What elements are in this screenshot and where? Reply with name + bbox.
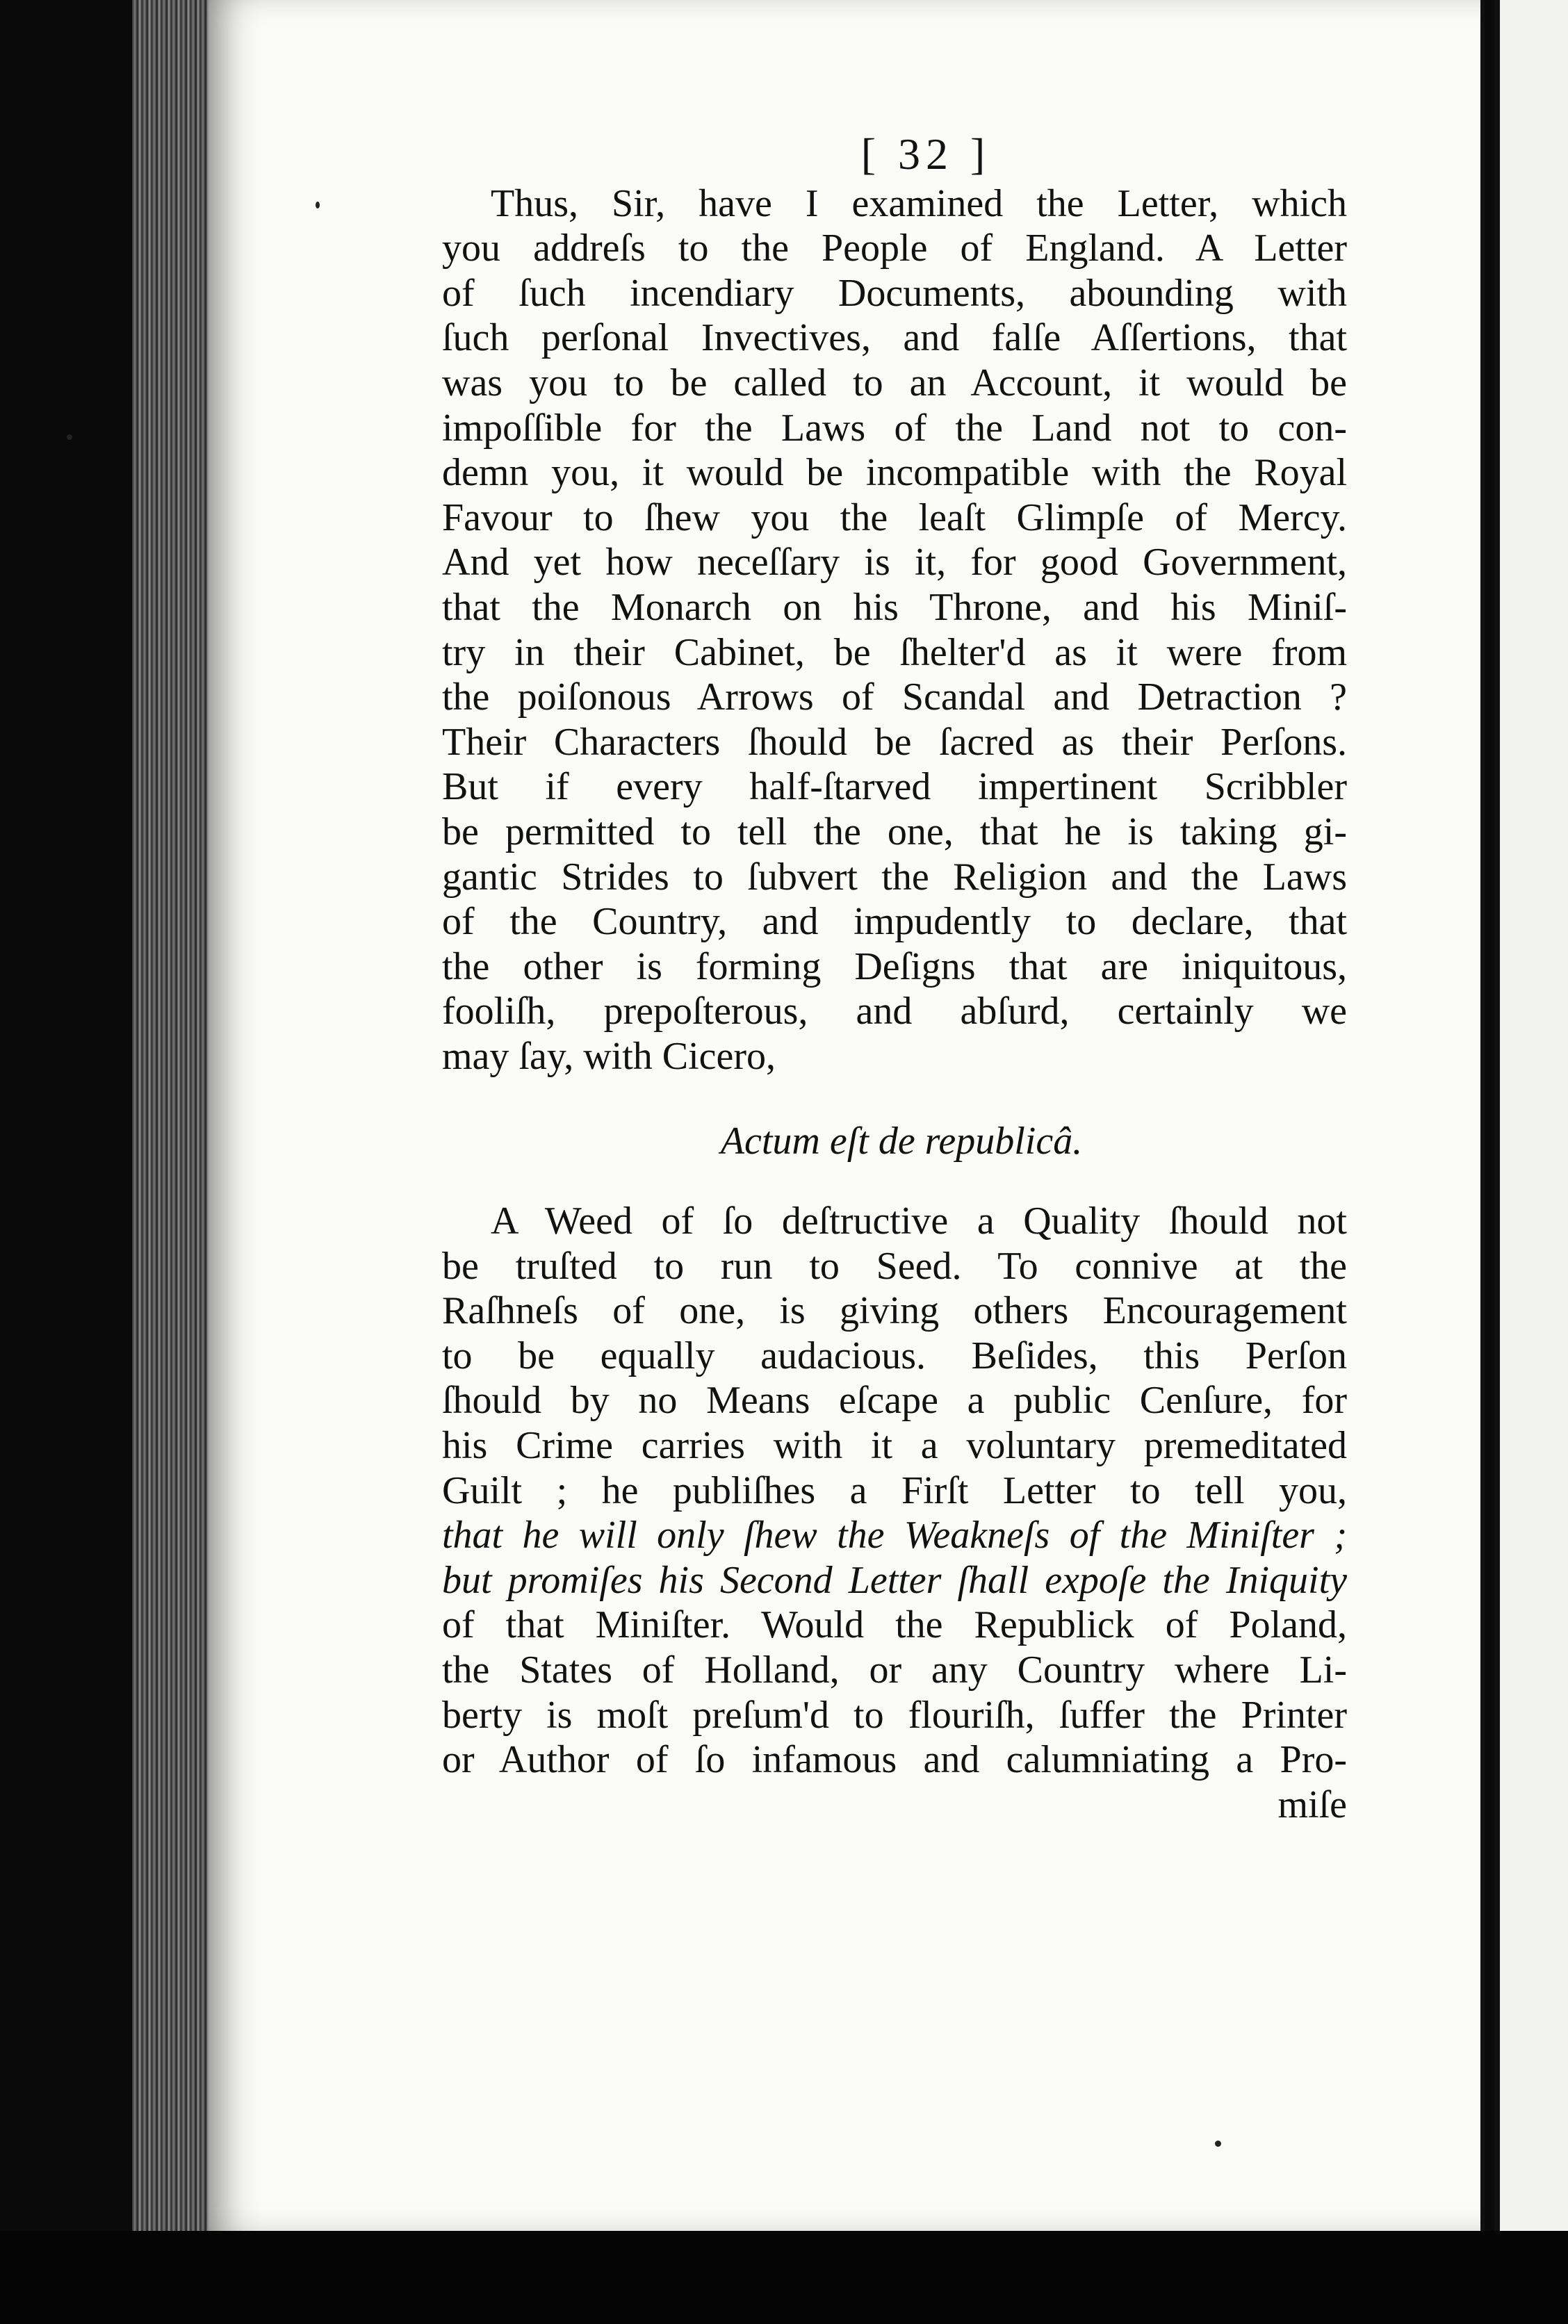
text-line: Raſhneſs of one, is giving others Encouragement xyxy=(442,1289,1347,1333)
text-line: that he will only ſhew the Weakneſs of the Miniſter ; xyxy=(442,1514,1347,1557)
page-text xyxy=(442,129,1347,1827)
scan-border-bottom xyxy=(0,2231,1568,2324)
catchword: miſe xyxy=(1277,1783,1347,1826)
text-line: Guilt ; he publiſhes a Firſt Letter to tell you, xyxy=(442,1468,1347,1512)
text-line: be permitted to tell the one, that he is taking gi- xyxy=(442,810,1347,853)
text-line: Favour to ſhew you the leaſt Glimpſe of Mercy. xyxy=(442,496,1347,539)
text-line: A Weed of ſo deſtructive a Quality ſhould not xyxy=(491,1200,1347,1243)
text-line: of ſuch incendiary Documents, abounding with xyxy=(442,271,1347,315)
text-line: be truſted to run to Seed. To connive at the xyxy=(442,1244,1347,1288)
text-line: of the Country, and impudently to declare, that xyxy=(442,900,1347,944)
text-line: ſhould by no Means eſcape a public Cenſure, for xyxy=(442,1379,1347,1423)
ink-speck xyxy=(316,202,320,208)
text-line: try in their Cabinet, be ſhelter'd as it were from xyxy=(442,630,1347,674)
text-line: the States of Holland, or any Country where Li- xyxy=(442,1648,1347,1692)
text-line: impoſſible for the Laws of the Land not to con- xyxy=(442,406,1347,450)
page-number: [ 32 ] xyxy=(860,129,991,179)
text-line: fooliſh, prepoſterous, and abſurd, certainly we xyxy=(442,990,1347,1033)
text-line: was you to be called to an Account, it would be xyxy=(442,361,1347,404)
text-line: of that Miniſter. Would the Republick of Poland, xyxy=(442,1603,1347,1647)
text-line: demn you, it would be incompatible with the Royal xyxy=(442,451,1347,495)
text-line: But if every half-ſtarved impertinent Scribbler xyxy=(442,765,1347,809)
text-line: you addreſs to the People of England. A Letter xyxy=(442,227,1347,270)
text-line: Thus, Sir, have I examined the Letter, which xyxy=(491,181,1347,225)
ink-speck xyxy=(67,434,72,440)
text-line: gantic Strides to ſubvert the Religion and the Laws xyxy=(442,855,1347,899)
text-line: but promiſes his Second Letter ſhall expoſe the Iniquity xyxy=(442,1558,1347,1602)
ink-speck xyxy=(1215,2141,1221,2147)
text-line: ſuch perſonal Invectives, and falſe Aſſertions, that xyxy=(442,316,1347,360)
latin-quotation: Actum eſt de republicâ. xyxy=(720,1120,1083,1163)
text-line: the other is forming Deſigns that are iniquitous, xyxy=(442,944,1347,988)
text-line: or Author of ſo infamous and calumniating a Pro- xyxy=(442,1738,1347,1782)
text-line: the poiſonous Arrows of Scandal and Detraction ? xyxy=(442,676,1347,719)
text-line: that the Monarch on his Throne, and his Miniſ- xyxy=(442,585,1347,629)
text-line: Their Characters ſhould be ſacred as their Perſons. xyxy=(442,720,1347,764)
text-line: his Crime carries with it a voluntary premeditated xyxy=(442,1424,1347,1468)
text-line: And yet how neceſſary is it, for good Government, xyxy=(442,541,1347,584)
text-line: may ſay, with Cicero, xyxy=(442,1034,776,1078)
text-line: to be equally audacious. Beſides, this Perſon xyxy=(442,1334,1347,1377)
text-line: berty is moſt preſum'd to flouriſh, ſuffer the Printer xyxy=(442,1693,1347,1737)
paragraph-2 xyxy=(442,1199,1347,1827)
paragraph-1 xyxy=(442,181,1347,1079)
adjacent-page-edge xyxy=(1494,0,1568,2324)
